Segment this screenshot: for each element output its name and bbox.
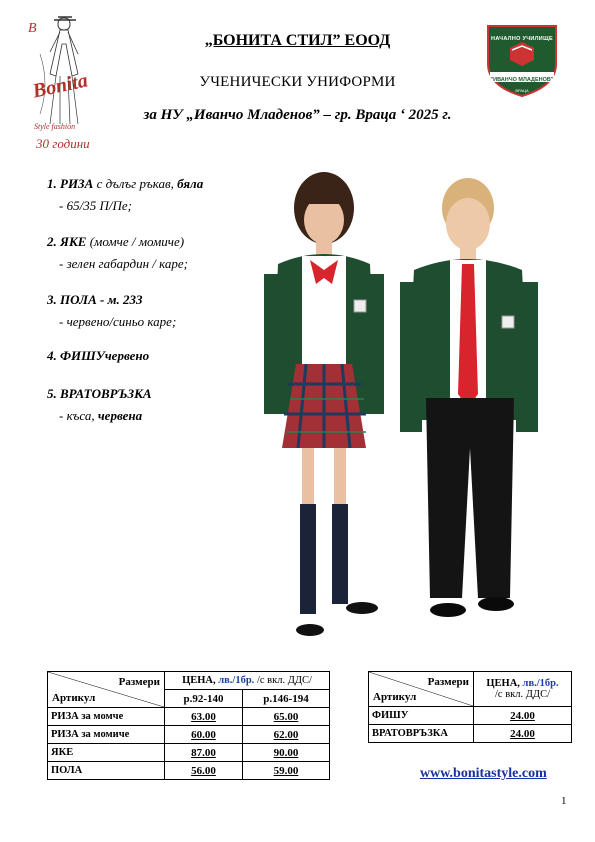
list-item: 1. РИЗА с дълъг ръкав, бяла - 65/35 П/Пе; <box>47 176 204 213</box>
page-number: 1 <box>561 795 567 807</box>
table-row: РИЗА за момиче 60.00 62.00 <box>48 726 330 744</box>
table-corner-header: Размери Артикул <box>369 672 474 707</box>
badge-line2: "ИВАНЧО МЛАДЕНОВ" <box>490 77 554 83</box>
prices-table-accessories <box>368 671 572 743</box>
price-header: ЦЕНА, лв./1бр. /с вкл. ДДС/ <box>474 672 572 707</box>
svg-text:B: B <box>28 21 37 36</box>
company-title: „БОНИТА СТИЛ” ЕООД <box>204 32 391 49</box>
price-header: ЦЕНА, лв./1бр. /с вкл. ДДС/ <box>165 672 330 690</box>
uniform-photo <box>244 164 556 650</box>
size-header: р.92-140 <box>165 690 243 708</box>
table-row: ВРАТОВРЪЗКА 24.00 <box>369 725 572 743</box>
table-corner-header: Размери Артикул <box>48 672 165 708</box>
table-row: ПОЛА 56.00 59.00 <box>48 762 330 780</box>
website-link[interactable]: www.bonitastyle.com <box>420 766 547 781</box>
badge-line3: ВРАЦА <box>515 88 529 93</box>
table-row: РИЗА за момче 63.00 65.00 <box>48 708 330 726</box>
logo-years: 30 години <box>36 136 90 151</box>
prices-table-main <box>47 671 330 780</box>
badge-line1: НАЧАЛНО УЧИЛИЩЕ <box>491 36 553 42</box>
table-row: ЯКЕ 87.00 90.00 <box>48 744 330 762</box>
list-item: 3. ПОЛА - м. 233 - червено/синьо каре; <box>47 292 177 329</box>
logo-tagline: Style fashion <box>34 122 76 131</box>
list-item: 2. ЯКЕ (момче / момиче) - зелен габардин / каре; <box>47 234 188 271</box>
list-item: 4. ФИШУчервено <box>47 348 150 363</box>
svg-text:Bonita: Bonita <box>30 69 90 103</box>
size-header: р.146-194 <box>242 690 329 708</box>
list-item: 5. ВРАТОВРЪЗКА - къса, червена <box>47 386 152 423</box>
table-row: ФИШУ 24.00 <box>369 707 572 725</box>
document-subtitle: УЧЕНИЧЕСКИ УНИФОРМИ <box>199 74 396 90</box>
school-line: за НУ „Иванчо Младенов” – гр. Враца ‘ 2025 г. <box>143 107 452 123</box>
